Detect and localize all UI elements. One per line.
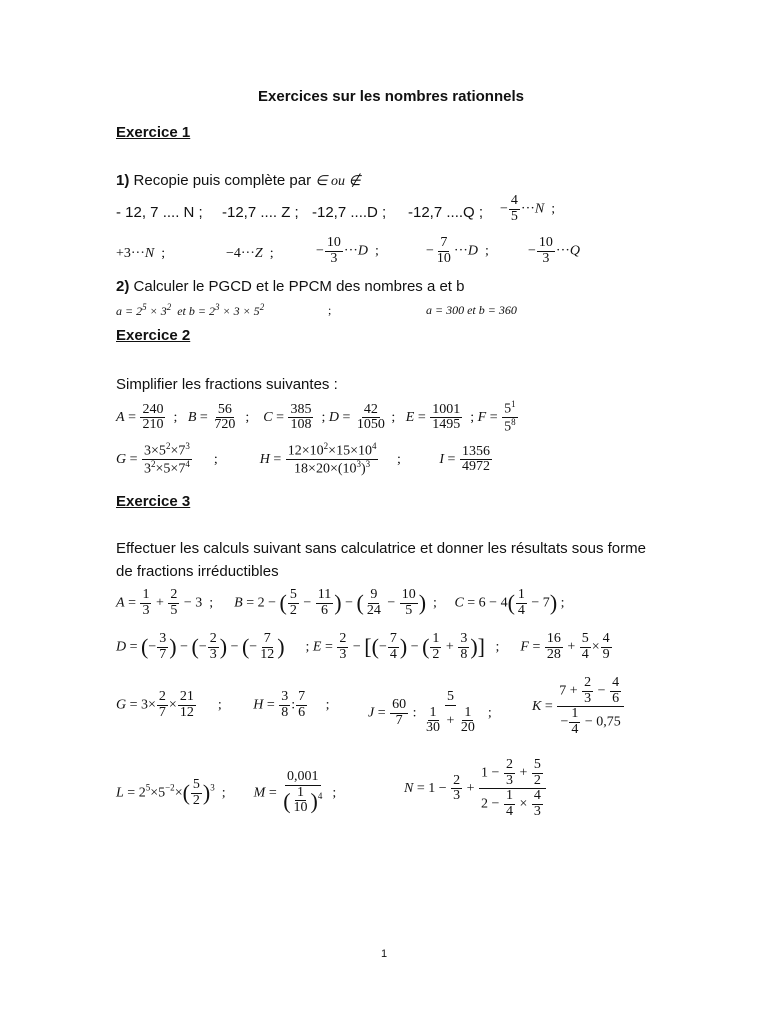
exercise-1-heading: Exercice 1: [116, 124, 191, 141]
exercise-3-intro-line-2: de fractions irréductibles: [116, 563, 279, 580]
question-2-line: [116, 278, 464, 295]
exercise-1-row-2: +3···N ; −4···Z ; − $\frac{10}{3}$ ···D ; − $\frac{7}{10}$ ···D ; − $\frac{10}{3}$ ···Q: [116, 235, 581, 266]
question-1-line: [116, 172, 361, 190]
fractions-row-1: A = $\frac{240}{210}$ ; B = $\frac{56}{720}$ ; C = $\frac{385}{108}$ ; D = $\frac{42}{1050}$ ; E = $\frac{1001}{1495}$ ; F = $\frac{5^1}{5^8}$: [116, 399, 516, 435]
question-1-text: Recopie puis complète par: [133, 172, 312, 189]
question-2-first-pair: $a = 2^5 \times 3^2$ et $b = 2^3 \times 3 \times 5^2$: [116, 302, 265, 318]
calc-row-2: D = (− $\frac{3}{7}$ ) − (− $\frac{2}{3}$ ) − (− $\frac{7}{12}$ ) ; E = $\frac{2}{3}$ − [(− $\frac{7}{4}$ ) − ( $\frac{1}{2}$ + $\frac{3}{8}$ )] ; F = $\frac{16}{28}$ + $\frac{5}{4}$ × $\frac{4}{9}$: [116, 631, 610, 662]
question-2-second-pair: a = 300 et b = 360: [426, 303, 517, 317]
fractions-row-2: G = $\frac{3\times 5^2\times 7^3}{3^2\times 5\times 7^4}$ ; H = $\frac{12\times 10^2\times 15\times 10^4}{18\times 20\times(10^3)^3}$ ; I = $\frac{1356}{4972}$: [116, 441, 490, 477]
page-title: Exercices sur les nombres rationnels: [258, 88, 524, 105]
calc-row-4-n: N = 1 − $\frac{2}{3}$ + 1 − $\frac{2}{3}$ + $\frac{5}{2}$ 2 − $\frac{1}{4}$ × $\frac{4}{3}$: [404, 758, 547, 820]
calc-row-3-j: J = $\frac{60}{7}$ : 5 $\frac{1}{30}$ + $\frac{1}{20}$ ;: [368, 689, 492, 736]
calc-row-4-left: $L = 2^5\times 5^{-2}\times$( $\frac{5}{2}$ )$^3$ ; M = 0,001 ( $\frac{1}{10}$ )$^4$ ;: [116, 769, 337, 816]
calc-row-3-left: G = 3× $\frac{2}{7}$ × $\frac{21}{12}$ ; H = $\frac{3}{8}$ : $\frac{7}{6}$ ;: [116, 689, 330, 720]
question-2-text: Calculer le PGCD et le PPCM des nombres a et b: [133, 278, 465, 295]
calc-row-1: A = $\frac{1}{3}$ + $\frac{2}{5}$ − 3 ; B = 2 − ( $\frac{5}{2}$ − $\frac{11}{6}$ ) − ( $\frac{9}{24}$ − $\frac{10}{5}$ ) ; C = 6 − 4( $\frac{1}{4}$ − 7) ;: [116, 587, 565, 618]
exercise-3-intro-line-1: Effectuer les calculs suivant sans calculatrice et donner les résultats sous forme: [116, 540, 646, 557]
question-2-number: 2): [116, 278, 130, 295]
item-z: -12,7 .... Z ;: [222, 204, 299, 221]
item-q: -12,7 ....Q ;: [408, 204, 484, 221]
item-n: - 12, 7 .... N ;: [116, 204, 203, 221]
item-d: -12,7 ....D ;: [312, 204, 387, 221]
page-number: 1: [381, 948, 388, 960]
exercise-2-heading: Exercice 2: [116, 327, 191, 344]
item-fraction-n: − $\frac{4}{5}$ ···N ;: [500, 193, 556, 224]
question-1-symbols: ∈ ou ∉: [315, 174, 361, 189]
calc-row-3-k: K = 7 + $\frac{2}{3}$ − $\frac{4}{6}$ − $\frac{1}{4}$ − 0,75: [532, 676, 625, 738]
question-1-number: 1): [116, 172, 130, 189]
question-2-separator: ;: [328, 303, 332, 317]
exercise-3-heading: Exercice 3: [116, 493, 191, 510]
exercise-2-intro: Simplifier les fractions suivantes :: [116, 376, 338, 393]
